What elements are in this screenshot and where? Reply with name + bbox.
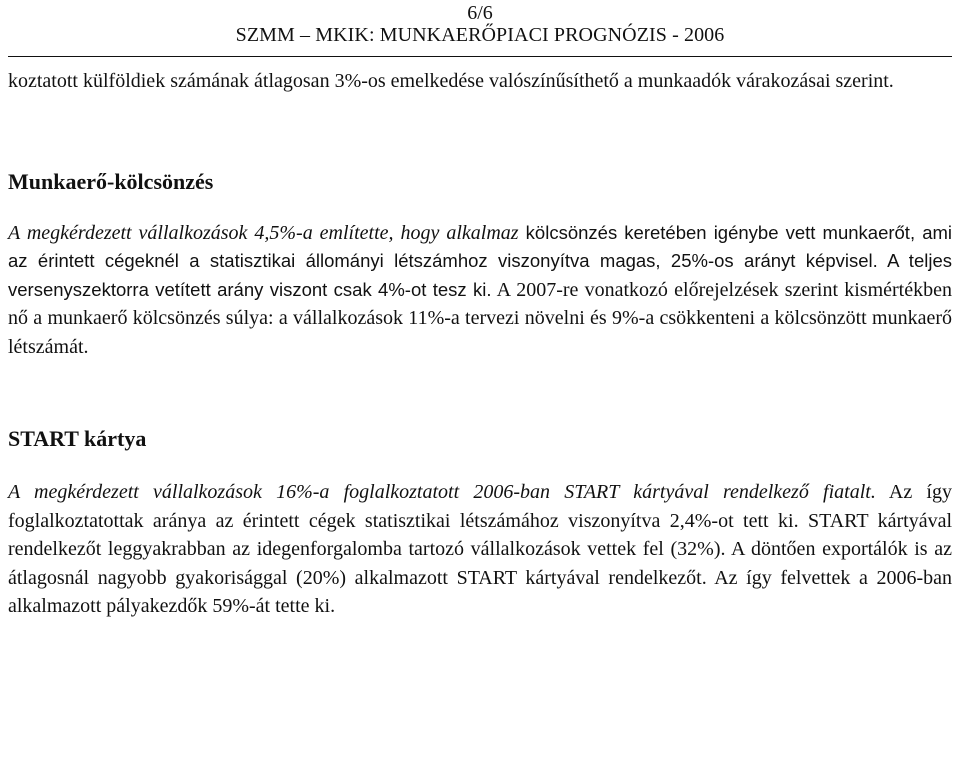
section-heading-start: START kártya [8,426,147,451]
lease-text-forecast: A 2007-re vonatkozó előrejelzések szerint kismértékben nő a munkaerő kölcsönzés súlya: a vállalkozások 11%-a tervezi növelni és 9%-a csökkenteni a kölcsönzött munkaerő létszámát. [8,278,952,358]
intro-paragraph: koztatott külföldiek számának átlagosan 3%-os emelkedése valószínűsíthető a munkaadók várakozásai szerint. [8,70,894,92]
header-title: SZMM – MKIK: MUNKAERŐPIACI PROGNÓZIS - 2006 [235,24,725,46]
section-heading-lease: Munkaerő-kölcsönzés [8,168,214,194]
start-paragraph [8,478,952,621]
lease-paragraph [8,219,952,362]
lease-italic-lead: A megkérdezett vállalkozások 4,5%-a említette, hogy alkalmaz [8,221,519,244]
page-number: 6/6 [467,2,493,24]
document-page [8,0,952,621]
page-header [8,0,952,57]
start-text: Az így foglalkoztatottak aránya az érintett cégek statisztikai létszámához viszonyítva 2,4%-ot tett ki. START kártyával rendelkezőt leggyakrabban az idegenforgalomba tartozó vállalkozások vettek fel (32%). A döntően exportálók is az átlagosnál nagyobb gyakorisággal (20%) alkalmazott START kártyával rendelkezőt. Az így felvettek a 2006-ban alkalmazott pályakezdők 59%-át tette ki. [8,481,952,617]
header-divider [8,56,952,57]
start-italic-lead: A megkérdezett vállalkozások 16%-a foglalkoztatott 2006-ban START kártyával rendelkező fiatalt. [8,481,876,503]
lease-text-sans: kölcsönzés keretében igénybe vett munkaerőt, ami az érintett cégeknél a statisztikai állományi létszámhoz viszonyítva magas, 25%-os arányt képvisel. A teljes versenyszektorra vetített arány viszont csak 4%-ot tesz ki. [8,221,952,300]
